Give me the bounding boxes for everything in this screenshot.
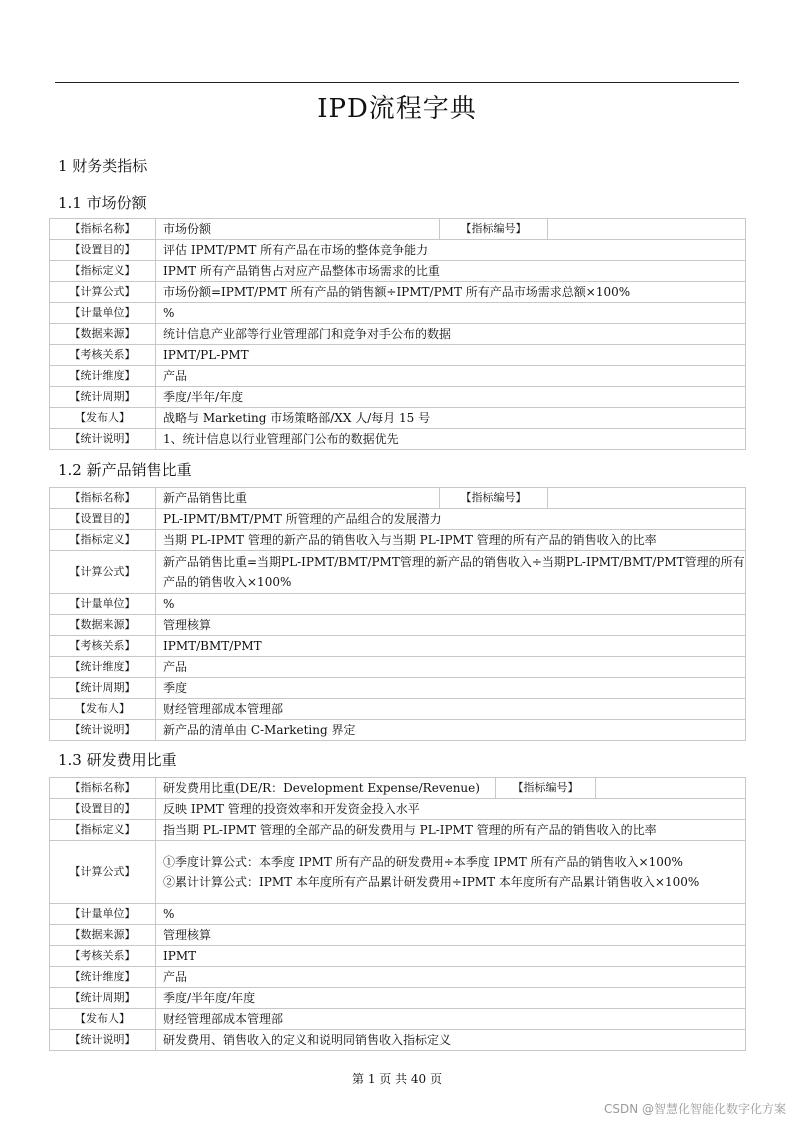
metric-period: 季度/半年度/年度 bbox=[156, 988, 746, 1009]
metric-unit: % bbox=[156, 904, 746, 925]
label-source: 【数据来源】 bbox=[50, 615, 156, 636]
label-relation: 【考核关系】 bbox=[50, 636, 156, 657]
label-unit: 【计量单位】 bbox=[50, 904, 156, 925]
label-unit: 【计量单位】 bbox=[50, 303, 156, 324]
metric-formula bbox=[156, 841, 746, 904]
label-publisher: 【发布人】 bbox=[50, 408, 156, 429]
metric-code bbox=[548, 488, 746, 509]
label-publisher: 【发布人】 bbox=[50, 1009, 156, 1030]
metric-dimension: 产品 bbox=[156, 967, 746, 988]
metric-purpose: PL-IPMT/BMT/PMT 所管理的产品组合的发展潜力 bbox=[156, 509, 746, 530]
metric-definition: 指当期 PL-IPMT 管理的全部产品的研发费用与 PL-IPMT 管理的所有产品的销售收入的比率 bbox=[156, 820, 746, 841]
label-period: 【统计周期】 bbox=[50, 387, 156, 408]
metric-formula: 市场份额=IPMT/PMT 所有产品的销售额÷IPMT/PMT 所有产品市场需求总额×100% bbox=[156, 282, 746, 303]
label-name: 【指标名称】 bbox=[50, 219, 156, 240]
metric-source: 管理核算 bbox=[156, 925, 746, 946]
label-note: 【统计说明】 bbox=[50, 429, 156, 450]
metric-relation: IPMT bbox=[156, 946, 746, 967]
metric-publisher: 财经管理部成本管理部 bbox=[156, 1009, 746, 1030]
metric-unit: % bbox=[156, 594, 746, 615]
label-period: 【统计周期】 bbox=[50, 988, 156, 1009]
label-formula: 【计算公式】 bbox=[50, 551, 156, 594]
label-formula: 【计算公式】 bbox=[50, 841, 156, 904]
label-period: 【统计周期】 bbox=[50, 678, 156, 699]
metric-table-rd-expense-ratio bbox=[49, 777, 746, 1051]
metric-relation: IPMT/PL-PMT bbox=[156, 345, 746, 366]
metric-publisher: 战略与 Marketing 市场策略部/XX 人/每月 15 号 bbox=[156, 408, 746, 429]
section-heading: 1 财务类指标 bbox=[58, 157, 148, 175]
subsection-heading-rd-expense-ratio: 1.3 研发费用比重 bbox=[58, 751, 177, 769]
metric-name: 研发费用比重(DE/R：Development Expense/Revenue) bbox=[156, 778, 496, 799]
label-code: 【指标编号】 bbox=[440, 219, 548, 240]
metric-source: 统计信息产业部等行业管理部门和竞争对手公布的数据 bbox=[156, 324, 746, 345]
label-dimension: 【统计维度】 bbox=[50, 657, 156, 678]
label-note: 【统计说明】 bbox=[50, 1030, 156, 1051]
metric-publisher: 财经管理部成本管理部 bbox=[156, 699, 746, 720]
metric-period: 季度/半年/年度 bbox=[156, 387, 746, 408]
label-dimension: 【统计维度】 bbox=[50, 967, 156, 988]
formula-line-cumulative: ②累计计算公式：IPMT 本年度所有产品累计研发费用÷IPMT 本年度所有产品累计销售收入×100% bbox=[163, 875, 700, 889]
label-relation: 【考核关系】 bbox=[50, 946, 156, 967]
label-formula: 【计算公式】 bbox=[50, 282, 156, 303]
label-code: 【指标编号】 bbox=[440, 488, 548, 509]
label-name: 【指标名称】 bbox=[50, 778, 156, 799]
label-name: 【指标名称】 bbox=[50, 488, 156, 509]
metric-purpose: 评估 IPMT/PMT 所有产品在市场的整体竞争能力 bbox=[156, 240, 746, 261]
label-relation: 【考核关系】 bbox=[50, 345, 156, 366]
header-rule bbox=[55, 82, 739, 83]
label-dimension: 【统计维度】 bbox=[50, 366, 156, 387]
label-purpose: 【设置目的】 bbox=[50, 509, 156, 530]
label-source: 【数据来源】 bbox=[50, 925, 156, 946]
metric-name: 市场份额 bbox=[156, 219, 440, 240]
metric-note: 研发费用、销售收入的定义和说明同销售收入指标定义 bbox=[156, 1030, 746, 1051]
metric-table-new-product-ratio bbox=[49, 487, 746, 741]
metric-code bbox=[548, 219, 746, 240]
metric-name: 新产品销售比重 bbox=[156, 488, 440, 509]
label-source: 【数据来源】 bbox=[50, 324, 156, 345]
formula-line-quarterly: ①季度计算公式：本季度 IPMT 所有产品的研发费用÷本季度 IPMT 所有产品的销售收入×100% bbox=[163, 855, 683, 869]
metric-unit: % bbox=[156, 303, 746, 324]
watermark: CSDN @智慧化智能化数字化方案 bbox=[603, 1102, 786, 1116]
metric-note: 1、统计信息以行业管理部门公布的数据优先 bbox=[156, 429, 746, 450]
metric-period: 季度 bbox=[156, 678, 746, 699]
metric-formula: 新产品销售比重=当期PL-IPMT/BMT/PMT管理的新产品的销售收入÷当期PL-IPMT/BMT/PMT管理的所有产品的销售收入×100% bbox=[156, 551, 746, 594]
label-purpose: 【设置目的】 bbox=[50, 799, 156, 820]
subsection-heading-new-product-ratio: 1.2 新产品销售比重 bbox=[58, 461, 192, 479]
label-code: 【指标编号】 bbox=[496, 778, 596, 799]
metric-code bbox=[596, 778, 746, 799]
metric-table-market-share bbox=[49, 218, 746, 450]
label-publisher: 【发布人】 bbox=[50, 699, 156, 720]
metric-relation: IPMT/BMT/PMT bbox=[156, 636, 746, 657]
metric-note: 新产品的清单由 C-Marketing 界定 bbox=[156, 720, 746, 741]
metric-purpose: 反映 IPMT 管理的投资效率和开发资金投入水平 bbox=[156, 799, 746, 820]
label-definition: 【指标定义】 bbox=[50, 530, 156, 551]
page-number: 第 1 页 共 40 页 bbox=[352, 1072, 442, 1086]
metric-definition: 当期 PL-IPMT 管理的新产品的销售收入与当期 PL-IPMT 管理的所有产品的销售收入的比率 bbox=[156, 530, 746, 551]
document-title: IPD流程字典 bbox=[317, 94, 477, 124]
metric-definition: IPMT 所有产品销售占对应产品整体市场需求的比重 bbox=[156, 261, 746, 282]
metric-dimension: 产品 bbox=[156, 366, 746, 387]
label-note: 【统计说明】 bbox=[50, 720, 156, 741]
subsection-heading-market-share: 1.1 市场份额 bbox=[58, 194, 147, 212]
metric-source: 管理核算 bbox=[156, 615, 746, 636]
label-unit: 【计量单位】 bbox=[50, 594, 156, 615]
label-purpose: 【设置目的】 bbox=[50, 240, 156, 261]
label-definition: 【指标定义】 bbox=[50, 820, 156, 841]
metric-dimension: 产品 bbox=[156, 657, 746, 678]
label-definition: 【指标定义】 bbox=[50, 261, 156, 282]
